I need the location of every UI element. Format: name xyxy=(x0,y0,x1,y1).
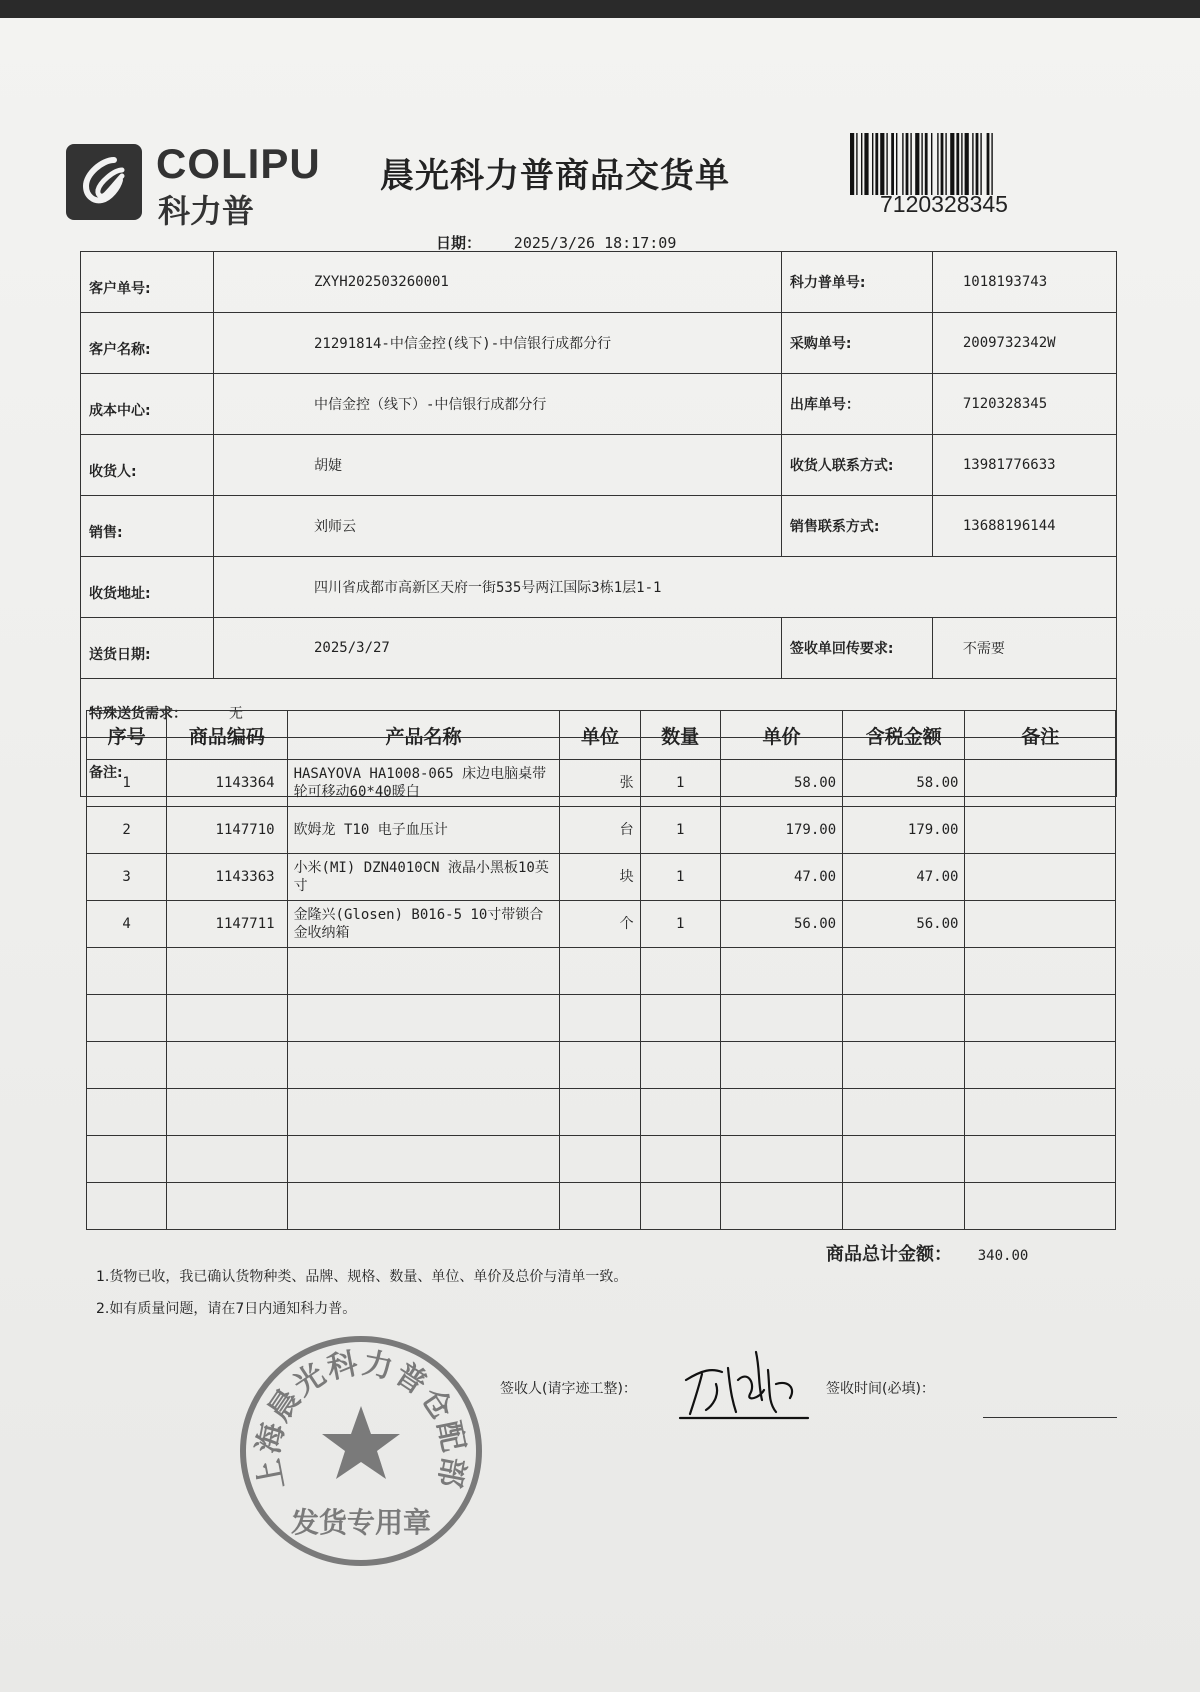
row-code: 1147710 xyxy=(167,807,287,854)
row-unit: 台 xyxy=(560,807,640,854)
outbound-no-label: 出库单号： xyxy=(781,374,932,435)
barcode-bar xyxy=(976,133,979,195)
barcode-bar xyxy=(902,133,903,195)
customer-name-value: 21291814-中信金控(线下)-中信银行成都分行 xyxy=(214,313,782,374)
barcode-bar xyxy=(991,133,992,195)
items-header-row xyxy=(87,711,1116,760)
note-1: 1.货物已收，我已确认货物种类、品牌、规格、数量、单位、单价及总价与清单一致。 xyxy=(96,1269,628,1285)
sales-phone-label: 销售联系方式: xyxy=(781,496,932,557)
signer-label: 签收人(请字迹工整)： xyxy=(500,1381,637,1397)
row-code: 1147711 xyxy=(167,901,287,948)
grand-total xyxy=(826,1240,1028,1266)
row-amount: 47.00 xyxy=(843,854,965,901)
header-unit: 单位 xyxy=(560,711,640,760)
row-no: 3 xyxy=(87,854,167,901)
header-qty: 数量 xyxy=(640,711,720,760)
barcode-bar xyxy=(945,133,946,195)
sales-phone-value: 13688196144 xyxy=(932,496,1116,557)
sign-time-label: 签收时间(必填)： xyxy=(826,1381,935,1397)
sales-label: 销售: xyxy=(81,496,214,557)
sign-time-line xyxy=(983,1417,1117,1418)
barcode-bar xyxy=(931,133,932,195)
barcode-bar xyxy=(921,133,922,195)
colipu-logo-icon xyxy=(66,144,142,220)
barcode-bar xyxy=(961,133,962,195)
row-price: 58.00 xyxy=(720,760,842,807)
delivery-date-label: 送货日期: xyxy=(81,618,214,679)
grand-total-value: 340.00 xyxy=(977,1248,1029,1264)
barcode-bar xyxy=(856,133,857,195)
row-price: 56.00 xyxy=(720,901,842,948)
cost-center-value: 中信金控（线下）-中信银行成都分行 xyxy=(214,374,782,435)
row-no: 4 xyxy=(87,901,167,948)
row-no: 2 xyxy=(87,807,167,854)
colipu-logo xyxy=(66,128,326,228)
date-label: 日期： xyxy=(436,234,482,252)
receipt-return-label: 签收单回传要求: xyxy=(781,618,932,679)
receipt-return-value: 不需要 xyxy=(932,618,1116,679)
row-qty: 1 xyxy=(640,901,720,948)
star-icon xyxy=(322,1406,400,1479)
row-price: 47.00 xyxy=(720,854,842,901)
row-remark xyxy=(965,807,1116,854)
sales-value: 刘师云 xyxy=(214,496,782,557)
row-amount: 179.00 xyxy=(843,807,965,854)
empty-row xyxy=(87,1183,1116,1230)
barcode-bar xyxy=(956,133,959,195)
items-table xyxy=(86,710,1116,1230)
table-row xyxy=(87,807,1116,854)
table-row xyxy=(87,760,1116,807)
row-no: 1 xyxy=(87,760,167,807)
table-row xyxy=(87,854,1116,901)
row-qty: 1 xyxy=(640,807,720,854)
purchase-no-label: 采购单号: xyxy=(781,313,932,374)
row-unit: 块 xyxy=(560,854,640,901)
barcode-bar xyxy=(987,133,990,195)
stamp-center-text: 发货专用章 xyxy=(290,1506,432,1539)
row-name: HASAYOVA HA1008-065 床边电脑桌带轮可移动60*40暖白 xyxy=(287,760,560,807)
special-request-label: 特殊送货需求： xyxy=(89,706,187,722)
customer-no-label: 客户单号: xyxy=(81,252,214,313)
logo-text-en: COLIPU xyxy=(156,140,321,187)
table-row xyxy=(87,901,1116,948)
delivery-note-paper xyxy=(0,18,1200,1692)
receiver-phone-value: 13981776633 xyxy=(932,435,1116,496)
barcode-bar xyxy=(941,133,944,195)
purchase-no-value: 2009732342W xyxy=(932,313,1116,374)
row-amount: 58.00 xyxy=(843,760,965,807)
logo-text-cn: 科力普 xyxy=(158,192,255,230)
barcode-bar xyxy=(891,133,894,195)
barcode-bar xyxy=(925,133,928,195)
cost-center-label: 成本中心: xyxy=(81,374,214,435)
header-no: 序号 xyxy=(87,711,167,760)
row-amount: 56.00 xyxy=(843,901,965,948)
empty-row xyxy=(87,948,1116,995)
row-name: 欧姆龙 T10 电子血压计 xyxy=(287,807,560,854)
barcode xyxy=(850,133,1050,195)
handwritten-signature xyxy=(672,1340,820,1426)
row-name: 金隆兴(Glosen) B016-5 10寸带锁合金收纳箱 xyxy=(287,901,560,948)
barcode-bar xyxy=(875,133,878,195)
barcode-bar xyxy=(965,133,969,195)
empty-row xyxy=(87,1042,1116,1089)
barcode-bar xyxy=(896,133,897,195)
issue-date xyxy=(436,232,676,253)
date-value: 2025/3/26 18:17:09 xyxy=(513,234,677,252)
barcode-bar xyxy=(850,133,854,195)
barcode-bar xyxy=(950,133,954,195)
row-qty: 1 xyxy=(640,854,720,901)
row-unit: 张 xyxy=(560,760,640,807)
receiver-phone-label: 收货人联系方式: xyxy=(781,435,932,496)
note-2: 2.如有质量问题，请在7日内通知科力普。 xyxy=(96,1301,357,1317)
row-code: 1143363 xyxy=(167,854,287,901)
row-price: 179.00 xyxy=(720,807,842,854)
empty-row xyxy=(87,1089,1116,1136)
grand-total-label: 商品总计金额： xyxy=(826,1244,952,1265)
remark-label: 备注: xyxy=(89,765,123,781)
row-qty: 1 xyxy=(640,760,720,807)
empty-row xyxy=(87,995,1116,1042)
colipu-no-label: 科力普单号: xyxy=(781,252,932,313)
barcode-bar xyxy=(880,133,884,195)
barcode-bar xyxy=(872,133,873,195)
delivery-date-value: 2025/3/27 xyxy=(214,618,782,679)
barcode-bar xyxy=(864,133,868,195)
header-name: 产品名称 xyxy=(287,711,560,760)
barcode-bar xyxy=(972,133,973,195)
header-remark: 备注 xyxy=(965,711,1116,760)
row-remark xyxy=(965,901,1116,948)
document-title: 晨光科力普商品交货单 xyxy=(380,156,730,196)
receiver-label: 收货人: xyxy=(81,435,214,496)
row-remark xyxy=(965,760,1116,807)
stamp-ring-text: 上海晨光科力普仓配部 xyxy=(250,1345,472,1493)
special-request-value: 无 xyxy=(229,706,243,722)
empty-row xyxy=(87,1136,1116,1183)
address-value: 四川省成都市高新区天府一街535号两江国际3栋1层1-1 xyxy=(214,557,1117,618)
row-name: 小米(MI) DZN4010CN 液晶小黑板10英寸 xyxy=(287,854,560,901)
row-unit: 个 xyxy=(560,901,640,948)
header-code: 商品编码 xyxy=(167,711,287,760)
row-remark xyxy=(965,854,1116,901)
colipu-no-value: 1018193743 xyxy=(932,252,1116,313)
barcode-bar xyxy=(886,133,887,195)
barcode-number: 7120328345 xyxy=(880,191,1008,217)
customer-name-label: 客户名称: xyxy=(81,313,214,374)
barcode-bar xyxy=(861,133,862,195)
barcode-bar xyxy=(915,133,919,195)
row-code: 1143364 xyxy=(167,760,287,807)
barcode-bar xyxy=(937,133,938,195)
customer-no-value: ZXYH202503260001 xyxy=(214,252,782,313)
address-label: 收货地址: xyxy=(81,557,214,618)
barcode-bar xyxy=(910,133,911,195)
header-amount: 含税金额 xyxy=(843,711,965,760)
receiver-value: 胡婕 xyxy=(214,435,782,496)
barcode-bar xyxy=(980,133,981,195)
header-price: 单价 xyxy=(720,711,842,760)
delivery-seal-stamp xyxy=(238,1334,484,1568)
barcode-bar xyxy=(906,133,909,195)
outbound-no-value: 7120328345 xyxy=(932,374,1116,435)
